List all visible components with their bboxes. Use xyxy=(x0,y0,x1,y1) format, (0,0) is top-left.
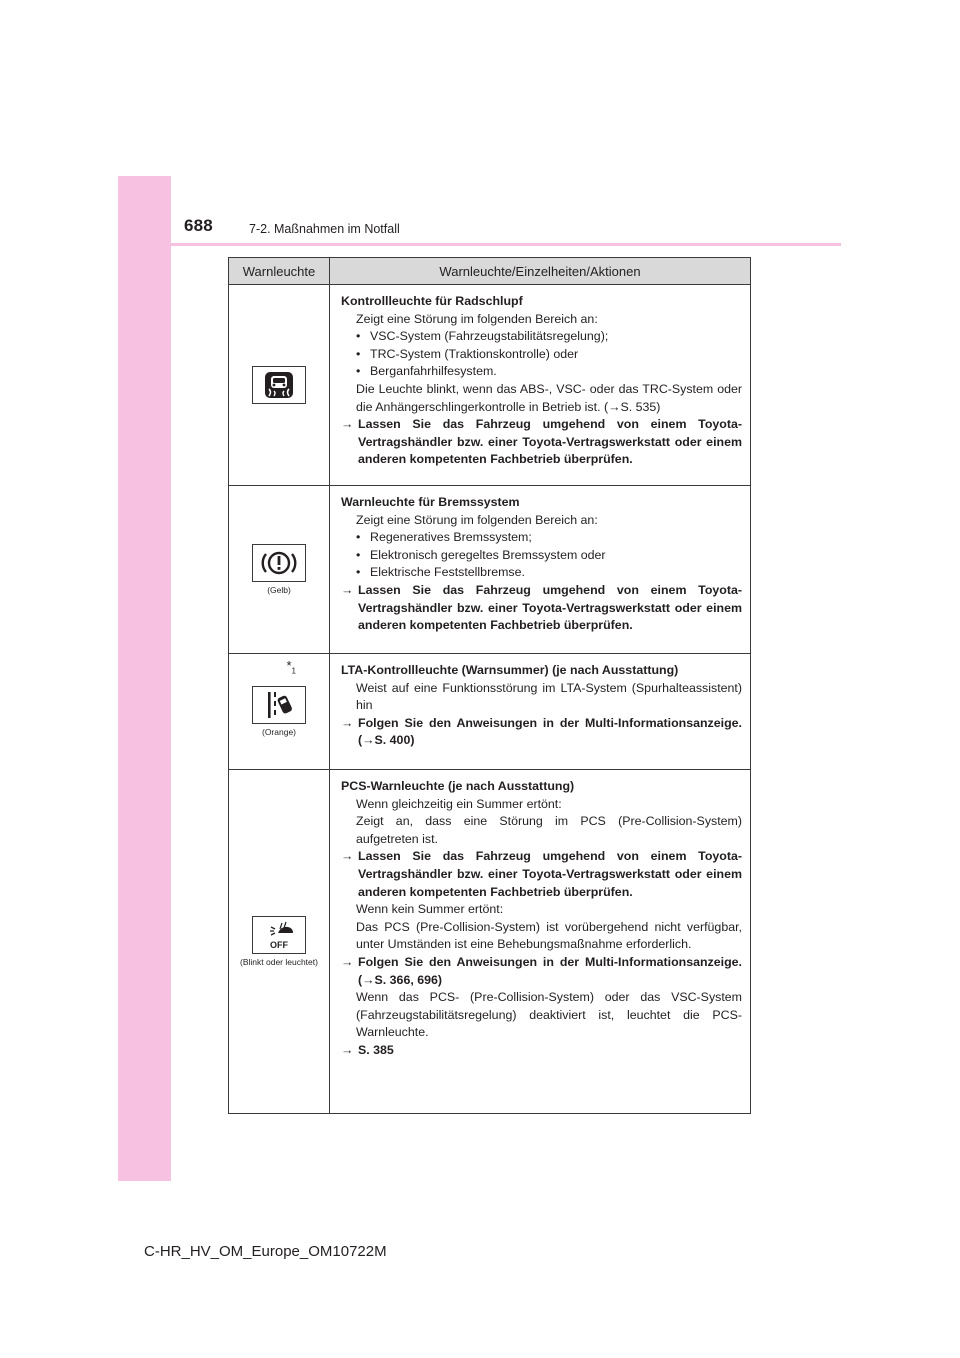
icon-caption: (Gelb) xyxy=(267,585,291,595)
document-code: C-HR_HV_OM_Europe_OM10722M xyxy=(144,1243,387,1260)
row-intro: Zeigt eine Störung im folgenden Bereich an: xyxy=(356,512,598,527)
action-text: Lassen Sie das Fahrzeug umgehend von einem Toyota-Vertragshändler bzw. einer Toyota-Vertragswerkstatt oder einem anderen kompetenten Fachbetrieb überprüfen. xyxy=(358,582,742,633)
list-item-text: VSC-System (Fahrzeugstabilitätsregelung); xyxy=(370,329,609,344)
row-title: PCS-Warnleuchte (je nach Ausstattung) xyxy=(341,779,575,793)
footnote-number: 1 xyxy=(291,666,296,676)
bullet-icon: • xyxy=(356,329,361,344)
table-row xyxy=(229,770,751,1114)
pcs-off-label: OFF xyxy=(270,940,288,950)
arrow-icon: → xyxy=(341,849,354,864)
section-title: 7-2. Maßnahmen im Notfall xyxy=(249,222,400,236)
row-title: Warnleuchte für Bremssystem xyxy=(341,495,520,509)
action-text: Folgen Sie den Anweisungen in der Multi-Informationsanzeige. (→S. 400) xyxy=(358,715,742,748)
row-intro: Wenn kein Summer ertönt: xyxy=(356,902,504,917)
row-intro: Zeigt eine Störung im folgenden Bereich an: xyxy=(356,311,598,326)
list-item xyxy=(341,363,742,381)
row-title: Kontrollleuchte für Radschlupf xyxy=(341,294,523,308)
slip-indicator-icon xyxy=(252,366,306,404)
list-item-text: Regeneratives Bremssystem; xyxy=(370,530,532,545)
row-note: Die Leuchte blinkt, wenn das ABS-, VSC- oder das TRC-System oder die Anhängerschlingerkontrolle in Betrieb ist. (→S. 535) xyxy=(356,381,742,414)
footnote-star: * xyxy=(286,658,292,673)
table-row xyxy=(229,285,751,486)
list-item-text: Elektrische Feststellbremse. xyxy=(370,565,525,580)
icon-cell xyxy=(229,654,330,770)
warning-light-table xyxy=(228,257,751,1114)
arrow-icon: → xyxy=(341,715,354,730)
table-row xyxy=(229,654,751,770)
icon-cell xyxy=(229,486,330,654)
pcs-off-icon xyxy=(252,916,306,954)
list-item xyxy=(341,547,742,565)
lane-tracing-assist-icon xyxy=(252,686,306,724)
action-item xyxy=(341,715,742,750)
action-item xyxy=(341,582,742,635)
action-item xyxy=(341,416,742,469)
action-text: Lassen Sie das Fahrzeug umgehend von einem Toyota-Vertragshändler bzw. einer Toyota-Vertragswerkstatt oder einem anderen kompetenten Fachbetrieb überprüfen. xyxy=(358,849,742,899)
list-item xyxy=(341,328,742,346)
details-cell xyxy=(330,770,751,1114)
arrow-icon: → xyxy=(341,417,354,432)
arrow-icon: → xyxy=(341,954,354,969)
side-tab-band xyxy=(118,176,171,1181)
bullet-icon: • xyxy=(356,547,361,562)
arrow-icon: → xyxy=(341,1042,354,1057)
row-intro: Wenn gleichzeitig ein Summer ertönt: xyxy=(356,796,562,811)
arrow-icon: → xyxy=(341,582,354,597)
bullet-icon: • xyxy=(356,530,361,545)
footnote-marker xyxy=(286,658,296,676)
list-item xyxy=(341,346,742,364)
list-item xyxy=(341,564,742,582)
page-number: 688 xyxy=(184,216,213,235)
list-item-text: Elektronisch geregeltes Bremssystem oder xyxy=(370,547,606,562)
details-cell xyxy=(330,285,751,486)
header-rule xyxy=(171,243,841,246)
list-item xyxy=(341,529,742,547)
bullet-icon: • xyxy=(356,565,361,580)
action-text: S. 385 xyxy=(358,1042,394,1057)
brake-system-warning-icon xyxy=(252,544,306,582)
column-header-details: Warnleuchte/Einzelheiten/Aktionen xyxy=(330,258,751,285)
row-text: Zeigt an, dass eine Störung im PCS (Pre-Collision-System) aufgetreten ist. xyxy=(356,814,742,846)
action-text: Lassen Sie das Fahrzeug umgehend von einem Toyota-Vertragshändler bzw. einer Toyota-Vertragswerkstatt oder einem anderen kompetenten Fachbetrieb überprüfen. xyxy=(358,417,742,467)
bullet-icon: • xyxy=(356,346,361,361)
list-item-text: Berganfahrhilfesystem. xyxy=(370,364,497,379)
table-header-row xyxy=(229,258,751,285)
icon-caption: (Orange) xyxy=(261,727,296,737)
action-item xyxy=(341,1042,742,1060)
icon-cell xyxy=(229,770,330,1114)
table-row xyxy=(229,486,751,654)
row-text: Wenn das PCS- (Pre-Collision-System) oder das VSC-System (Fahrzeugstabilitätsregelung) deaktiviert ist, leuchtet die PCS-Warnleuchte. xyxy=(356,990,742,1040)
details-cell xyxy=(330,486,751,654)
icon-caption: (Blinkt oder leuchtet) xyxy=(240,957,318,967)
action-item xyxy=(341,848,742,901)
row-text: Das PCS (Pre-Collision-System) ist vorübergehend nicht verfügbar, unter Umständen ist eine Behebungsmaßnahme erforderlich. xyxy=(356,919,742,952)
action-item xyxy=(341,954,742,989)
column-header-warning-light: Warnleuchte xyxy=(229,258,330,285)
action-text: Folgen Sie den Anweisungen in der Multi-Informationsanzeige. (→S. 366, 696) xyxy=(358,954,742,987)
list-item-text: TRC-System (Traktionskontrolle) oder xyxy=(370,346,579,361)
bullet-icon: • xyxy=(356,364,361,379)
icon-cell xyxy=(229,285,330,486)
row-intro: Weist auf eine Funktionsstörung im LTA-System (Spurhalteassistent) hin xyxy=(356,680,742,713)
row-title: LTA-Kontrollleuchte (Warnsummer) (je nach Ausstattung) xyxy=(341,663,679,677)
details-cell xyxy=(330,654,751,770)
